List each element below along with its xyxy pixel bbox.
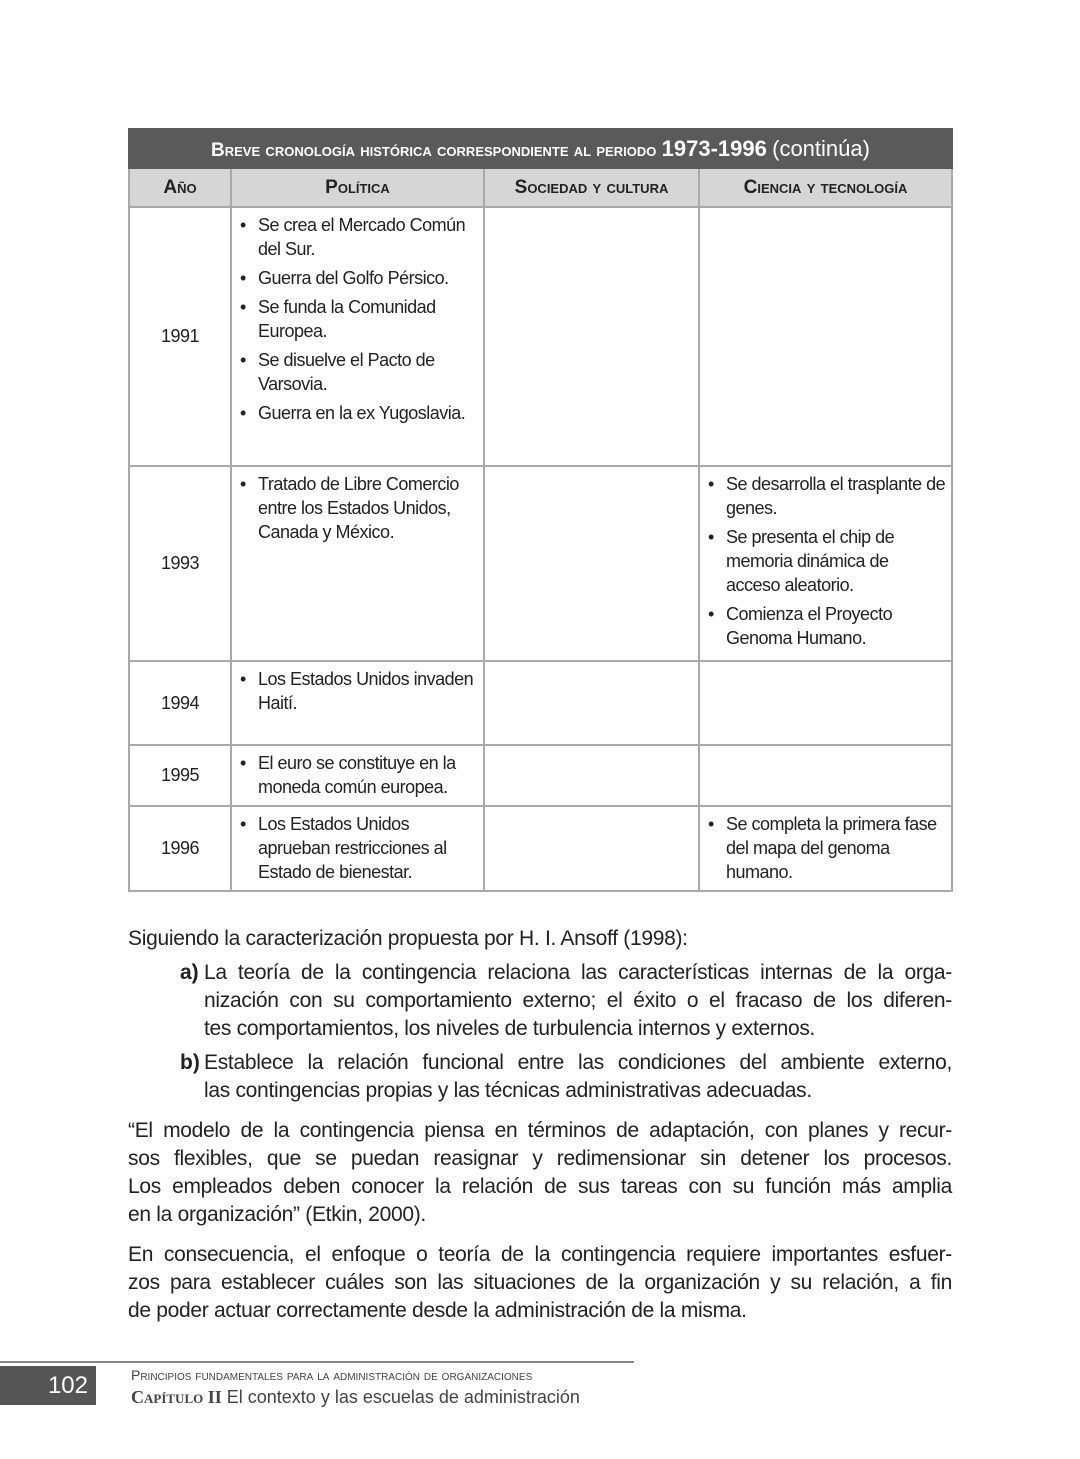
bullet-list <box>238 812 479 884</box>
table-row <box>129 207 952 466</box>
politica-cell <box>231 466 484 661</box>
chapter-line <box>131 1386 580 1408</box>
list-item: • Se disuelve el Pacto de Varsovia. <box>238 348 479 396</box>
bullet-list <box>706 812 947 884</box>
list-item: • Comienza el Proyecto Genoma Humano. <box>706 602 947 650</box>
text-line: La teoría de la contingencia relaciona las características internas de la orga- <box>204 961 952 984</box>
footer-divider <box>0 1361 634 1363</box>
list-item: • Se crea el Mercado Común del Sur. <box>238 213 479 261</box>
ciencia-cell <box>699 207 952 466</box>
politica-cell <box>231 806 484 891</box>
list-item: • Se funda la Comunidad Europea. <box>238 295 479 343</box>
text-line: tes comportamientos, los niveles de turbulencia internos y externos. <box>204 1017 816 1040</box>
table-title-years: 1973-1996 <box>661 135 767 161</box>
book-title: Principios fundamentales para la administración de organizaciones <box>131 1367 533 1383</box>
intro-text: Siguiendo la caracterización propuesta por H. I. Ansoff (1998): <box>128 927 688 950</box>
list-item: • Se presenta el chip de memoria dinámica de acceso aleatorio. <box>706 525 947 597</box>
text-line: zos para establecer cuáles son las situaciones de la organización y su relación, a fin <box>128 1271 952 1294</box>
ciencia-cell <box>699 661 952 745</box>
sociedad-cell <box>484 207 699 466</box>
list-item: • Los Estados Unidos aprueban restricciones al Estado de bienestar. <box>238 812 479 884</box>
list-item: • Tratado de Libre Comercio entre los Estados Unidos, Canada y México. <box>238 472 479 544</box>
text-line: de poder actuar correctamente desde la administración de la misma. <box>128 1299 747 1322</box>
list-item: • Los Estados Unidos invaden Haití. <box>238 667 479 715</box>
bullet-list <box>238 213 479 425</box>
year-cell: 1994 <box>129 661 231 745</box>
text-line: las contingencias propias y las técnicas administrativas adecuadas. <box>204 1079 812 1102</box>
politica-cell <box>231 661 484 745</box>
bullet-list <box>706 472 947 650</box>
year-cell: 1991 <box>129 207 231 466</box>
column-header-society: Sociedad y cultura <box>484 168 699 207</box>
list-label-b: b) <box>180 1051 200 1074</box>
bullet-list <box>238 751 479 799</box>
list-item: • Guerra del Golfo Pérsico. <box>238 266 479 290</box>
list-item-b <box>128 1049 952 1105</box>
table-row <box>129 466 952 661</box>
sociedad-cell <box>484 745 699 806</box>
politica-cell <box>231 745 484 806</box>
table-title-text: Breve cronología histórica correspondiente al periodo <box>211 139 657 161</box>
text-line: “El modelo de la contingencia piensa en términos de adaptación, con planes y recur- <box>128 1119 952 1142</box>
text-line: Establece la relación funcional entre las condiciones del ambiente externo, <box>204 1051 952 1074</box>
column-header-politics: Política <box>231 168 484 207</box>
list-item: • Se completa la primera fase del mapa del genoma humano. <box>706 812 947 884</box>
text-line: Los empleados deben conocer la relación de sus tareas con su función más amplia <box>128 1175 952 1198</box>
text-line: sos flexibles, que se puedan reasignar y redimensionar sin detener los procesos. <box>128 1147 952 1170</box>
list-label-a: a) <box>180 961 199 984</box>
page-footer <box>0 1361 1080 1411</box>
list-item: • El euro se constituye en la moneda común europea. <box>238 751 479 799</box>
politica-cell <box>231 207 484 466</box>
year-cell: 1993 <box>129 466 231 661</box>
sociedad-cell <box>484 661 699 745</box>
list-item-a <box>128 959 952 1043</box>
table-row <box>129 745 952 806</box>
chronology-table <box>128 128 953 892</box>
bullet-list <box>238 667 479 715</box>
ciencia-cell <box>699 745 952 806</box>
sociedad-cell <box>484 806 699 891</box>
page-number: 102 <box>0 1366 96 1405</box>
chapter-label: Capítulo II <box>131 1387 222 1407</box>
intro-paragraph <box>128 925 952 953</box>
quote-paragraph <box>128 1117 952 1229</box>
chapter-title: El contexto y las escuelas de administración <box>226 1387 580 1407</box>
sociedad-cell <box>484 466 699 661</box>
text-line: nización con su comportamiento externo; el éxito o el fracaso de los diferen- <box>204 989 952 1012</box>
list-item: • Se desarrolla el trasplante de genes. <box>706 472 947 520</box>
year-cell: 1996 <box>129 806 231 891</box>
ciencia-cell <box>699 806 952 891</box>
ciencia-cell <box>699 466 952 661</box>
table-row <box>129 806 952 891</box>
table-row <box>129 661 952 745</box>
conclusion-paragraph <box>128 1241 952 1325</box>
table-title <box>129 129 952 168</box>
column-header-year: Año <box>129 168 231 207</box>
table-title-suffix: (continúa) <box>772 135 870 161</box>
year-cell: 1995 <box>129 745 231 806</box>
column-header-science: Ciencia y tecnología <box>699 168 952 207</box>
list-item: • Guerra en la ex Yugoslavia. <box>238 401 479 425</box>
text-line: en la organización” (Etkin, 2000). <box>128 1203 426 1226</box>
bullet-list <box>238 472 479 544</box>
text-line: En consecuencia, el enfoque o teoría de la contingencia requiere importantes esfuer- <box>128 1243 952 1266</box>
